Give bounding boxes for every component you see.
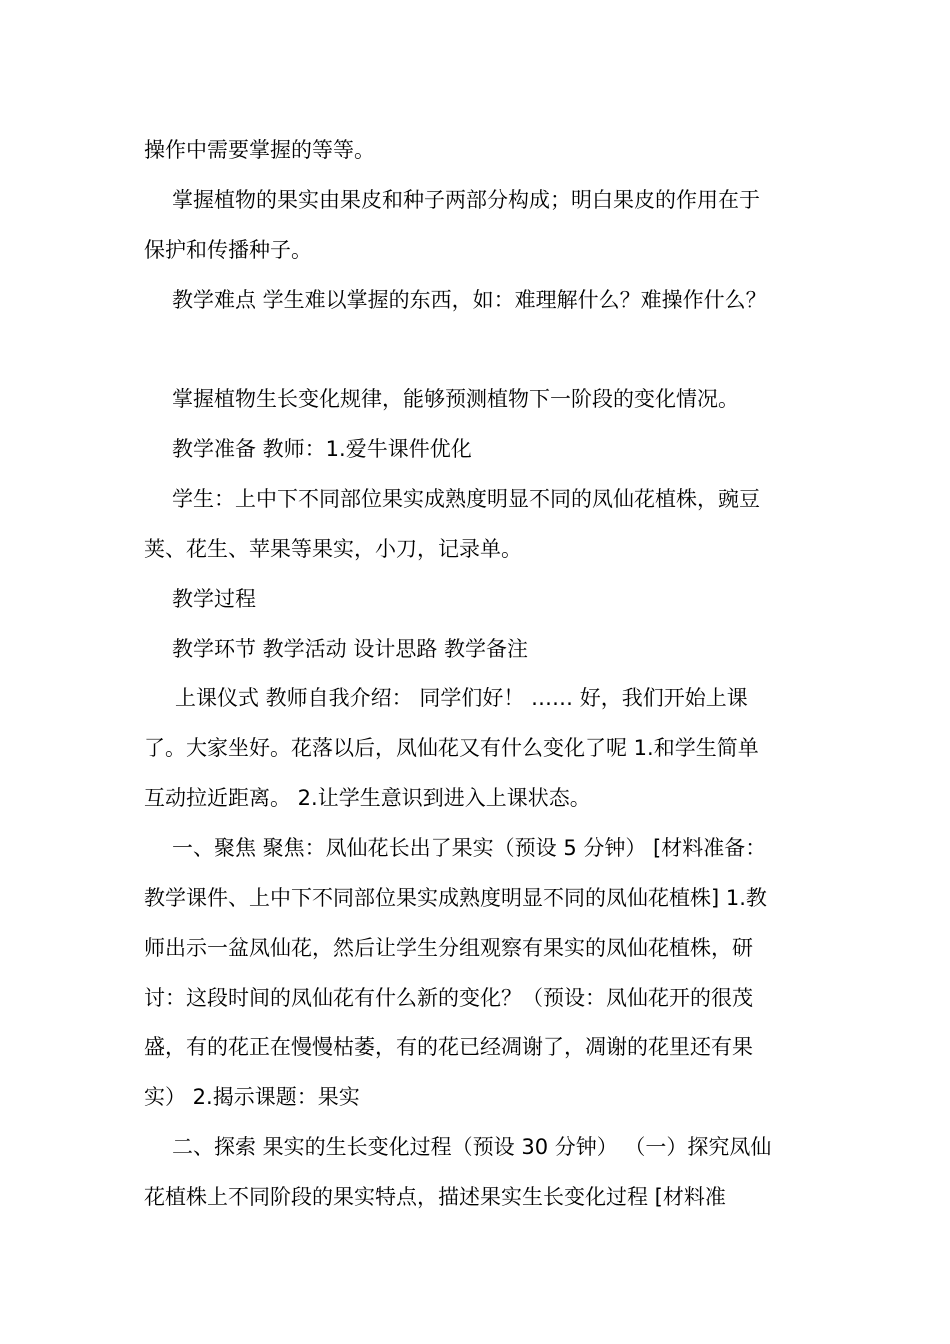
text-line: 花植株上不同阶段的果实特点，描述果实生长变化过程 [材料准	[144, 1185, 726, 1209]
text-line: 互动拉近距离。 2.让学生意识到进入上课状态。	[144, 786, 591, 810]
text-line: 教学环节 教学活动 设计思路 教学备注	[172, 637, 529, 661]
text-line: 保护和传播种子。	[144, 238, 312, 262]
text-line: 教学课件、上中下不同部位果实成熟度明显不同的凤仙花植株] 1.教	[144, 886, 767, 910]
text-line: 讨：这段时间的凤仙花有什么新的变化？（预设：凤仙花开的很茂	[144, 986, 753, 1010]
text-line: 掌握植物的果实由果皮和种子两部分构成；明白果皮的作用在于	[172, 188, 760, 212]
text-line: 师出示一盆凤仙花，然后让学生分组观察有果实的凤仙花植株，研	[144, 936, 753, 960]
text-line: 实） 2.揭示课题：果实	[144, 1085, 360, 1109]
text-line: 上课仪式 教师自我介绍： 同学们好！ …… 好，我们开始上课	[175, 686, 748, 710]
text-line: 操作中需要掌握的等等。	[144, 138, 375, 162]
text-line: 了。大家坐好。花落以后，凤仙花又有什么变化了呢 1.和学生简单	[144, 736, 759, 760]
text-line: 教学过程	[172, 587, 256, 611]
text-line: 荚、花生、苹果等果实，小刀，记录单。	[144, 537, 522, 561]
text-line: 学生：上中下不同部位果实成熟度明显不同的凤仙花植株，豌豆	[172, 487, 760, 511]
text-line: 一、聚焦 聚焦：凤仙花长出了果实（预设 5 分钟） [材料准备：	[172, 836, 767, 860]
text-line: 教学准备 教师：1.爱牛课件优化	[172, 437, 472, 461]
text-line: 二、探索 果实的生长变化过程（预设 30 分钟） （一）探究凤仙	[172, 1135, 772, 1159]
text-line: 盛，有的花正在慢慢枯萎，有的花已经凋谢了，凋谢的花里还有果	[144, 1035, 753, 1059]
text-line: 掌握植物生长变化规律，能够预测植物下一阶段的变化情况。	[172, 387, 739, 411]
text-line: 教学难点 学生难以掌握的东西，如：难理解什么？难操作什么？	[172, 288, 767, 312]
